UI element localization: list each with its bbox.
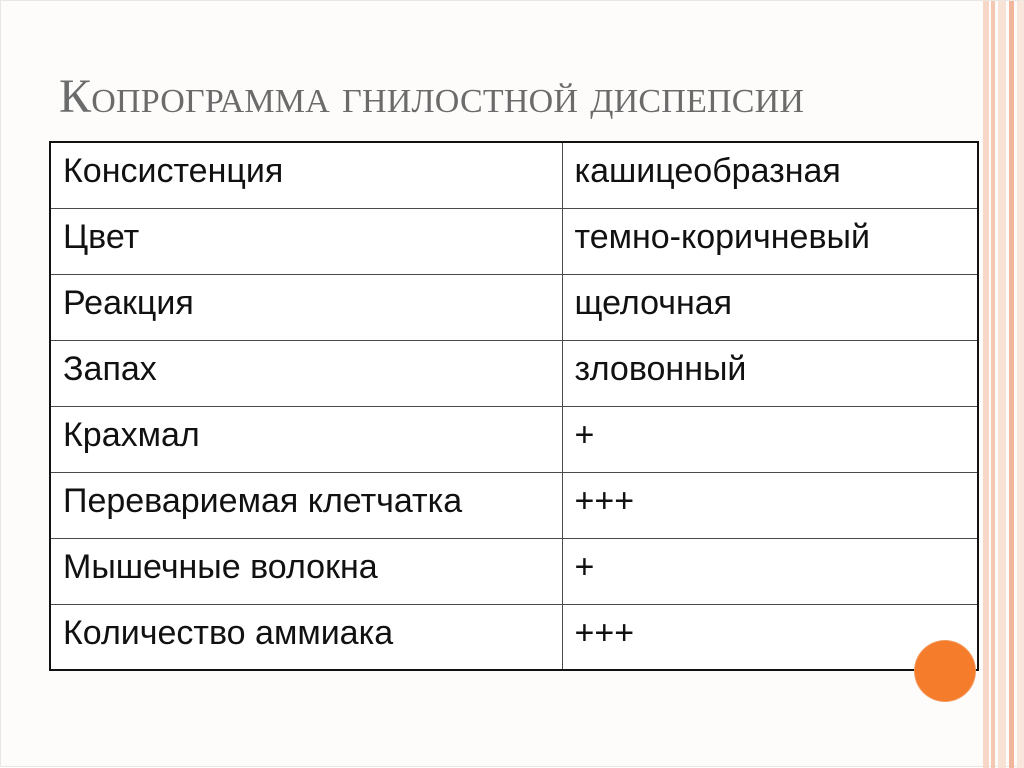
value-cell: + [562, 406, 978, 472]
decorative-stripe [1009, 1, 1014, 768]
value-cell: +++ [562, 472, 978, 538]
param-cell: Консистенция [50, 142, 562, 208]
param-cell: Мышечные волокна [50, 538, 562, 604]
param-cell: Количество аммиака [50, 604, 562, 670]
slide-title: Копрограмма гнилостной диспепсии [59, 70, 805, 123]
table-row [50, 604, 978, 670]
param-cell: Запах [50, 340, 562, 406]
table-row [50, 538, 978, 604]
table-row [50, 274, 978, 340]
decorative-stripe [983, 1, 989, 768]
value-cell: щелочная [562, 274, 978, 340]
value-cell: + [562, 538, 978, 604]
table-row [50, 340, 978, 406]
table-row [50, 472, 978, 538]
value-cell: +++ [562, 604, 978, 670]
param-cell: Цвет [50, 208, 562, 274]
value-cell: зловонный [562, 340, 978, 406]
table-row [50, 406, 978, 472]
table-row [50, 208, 978, 274]
param-cell: Реакция [50, 274, 562, 340]
table-row [50, 142, 978, 208]
param-cell: Перевариемая клетчатка [50, 472, 562, 538]
value-cell: темно-коричневый [562, 208, 978, 274]
decorative-stripe [991, 1, 995, 768]
param-cell: Крахмал [50, 406, 562, 472]
decorative-stripe [1017, 1, 1024, 768]
decorative-circle [915, 641, 975, 701]
coprogram-table [49, 141, 979, 671]
value-cell: кашицеобразная [562, 142, 978, 208]
decorative-stripe [998, 1, 1006, 768]
